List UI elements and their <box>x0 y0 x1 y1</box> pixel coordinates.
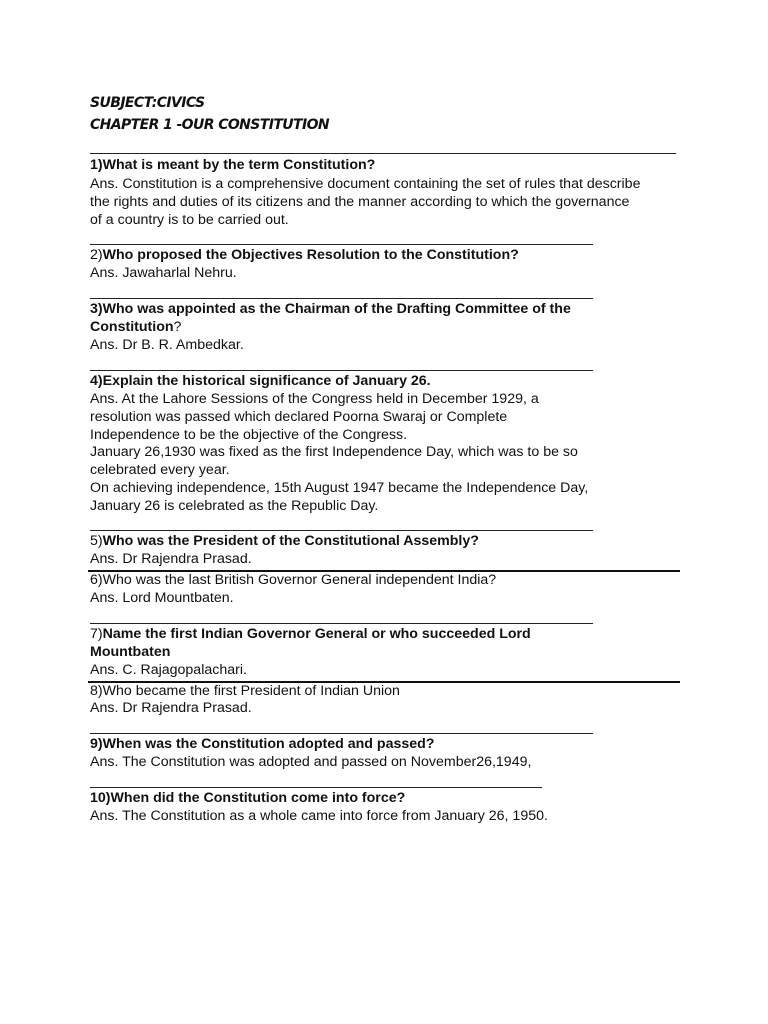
separator-rule <box>90 530 593 531</box>
question-3-line-2 <box>90 318 181 336</box>
question-10 <box>90 789 405 807</box>
answer-1-line-1: Ans. Constitution is a comprehensive document containing the set of rules that describe <box>90 176 641 192</box>
question-text: When was the Constitution adopted and passed? <box>102 736 435 752</box>
question-text: Constitution <box>90 319 174 335</box>
answer-4-line-3: Independence to be the objective of the Congress. <box>90 427 408 443</box>
question-mark: ? <box>173 319 182 335</box>
question-text: Who was the President of the Constitutional Assembly? <box>102 533 479 549</box>
question-text: Who proposed the Objectives Resolution to the Constitution? <box>102 247 519 263</box>
question-number: 3) <box>90 301 103 317</box>
separator-rule <box>90 623 593 624</box>
separator-rule <box>90 733 593 734</box>
answer-1-line-3: of a country is to be carried out. <box>90 212 289 228</box>
subject-heading: SUBJECT:CIVICS <box>90 95 205 111</box>
question-number: 4) <box>90 373 103 389</box>
answer-5-line-1: Ans. Dr Rajendra Prasad. <box>90 551 252 567</box>
answer-8-line-1: Ans. Dr Rajendra Prasad. <box>90 700 252 716</box>
answer-3-line-1: Ans. Dr B. R. Ambedkar. <box>90 337 244 353</box>
answer-4-line-7: January 26 is celebrated as the Republic Day. <box>90 498 379 514</box>
question-9 <box>90 735 434 753</box>
question-number: 6) <box>90 572 103 588</box>
chapter-heading: CHAPTER 1 -OUR CONSTITUTION <box>90 117 330 133</box>
question-number: 7) <box>90 626 103 642</box>
question-1 <box>90 156 375 174</box>
answer-7-line-1: Ans. C. Rajagopalachari. <box>90 662 247 678</box>
question-text: When did the Constitution come into force? <box>110 790 406 806</box>
header-underline <box>90 153 676 154</box>
separator-rule <box>90 787 542 788</box>
question-text: Name the first Indian Governor General or who succeeded Lord <box>102 626 531 642</box>
question-6 <box>90 571 496 589</box>
answer-9-line-1: Ans. The Constitution was adopted and passed on November26,1949, <box>90 754 532 770</box>
question-text: Who was appointed as the Chairman of the Drafting Committee of the <box>102 301 571 317</box>
question-text: What is meant by the term Constitution? <box>102 157 376 173</box>
question-4 <box>90 372 431 390</box>
question-number: 10) <box>90 790 111 806</box>
question-number: 8) <box>90 683 103 699</box>
answer-4-line-1: Ans. At the Lahore Sessions of the Congress held in December 1929, a <box>90 391 539 407</box>
separator-rule <box>90 244 593 245</box>
question-5 <box>90 532 479 550</box>
answer-2-line-1: Ans. Jawaharlal Nehru. <box>90 265 237 281</box>
answer-4-line-4: January 26,1930 was fixed as the first Independence Day, which was to be so <box>90 444 578 460</box>
separator-rule <box>90 370 593 371</box>
answer-1-line-2: the rights and duties of its citizens and the manner according to which the governance <box>90 194 630 210</box>
answer-4-line-5: celebrated every year. <box>90 462 230 478</box>
question-text: Explain the historical significance of January 26. <box>102 373 431 389</box>
question-text: Who became the first President of Indian Union <box>102 683 400 699</box>
answer-10-line-1: Ans. The Constitution as a whole came into force from January 26, 1950. <box>90 808 548 824</box>
question-number: 2) <box>90 247 103 263</box>
answer-4-line-2: resolution was passed which declared Poorna Swaraj or Complete <box>90 409 508 425</box>
question-3 <box>90 300 571 318</box>
question-text: Who was the last British Governor General independent India? <box>102 572 497 588</box>
question-8 <box>90 682 400 700</box>
question-number: 9) <box>90 736 103 752</box>
question-7-line-2: Mountbaten <box>90 644 171 660</box>
question-2 <box>90 246 519 264</box>
question-number: 1) <box>90 157 103 173</box>
answer-6-line-1: Ans. Lord Mountbaten. <box>90 590 234 606</box>
question-number: 5) <box>90 533 103 549</box>
answer-4-line-6: On achieving independence, 15th August 1947 became the Independence Day, <box>90 480 589 496</box>
question-7 <box>90 625 531 643</box>
separator-rule <box>90 298 593 299</box>
